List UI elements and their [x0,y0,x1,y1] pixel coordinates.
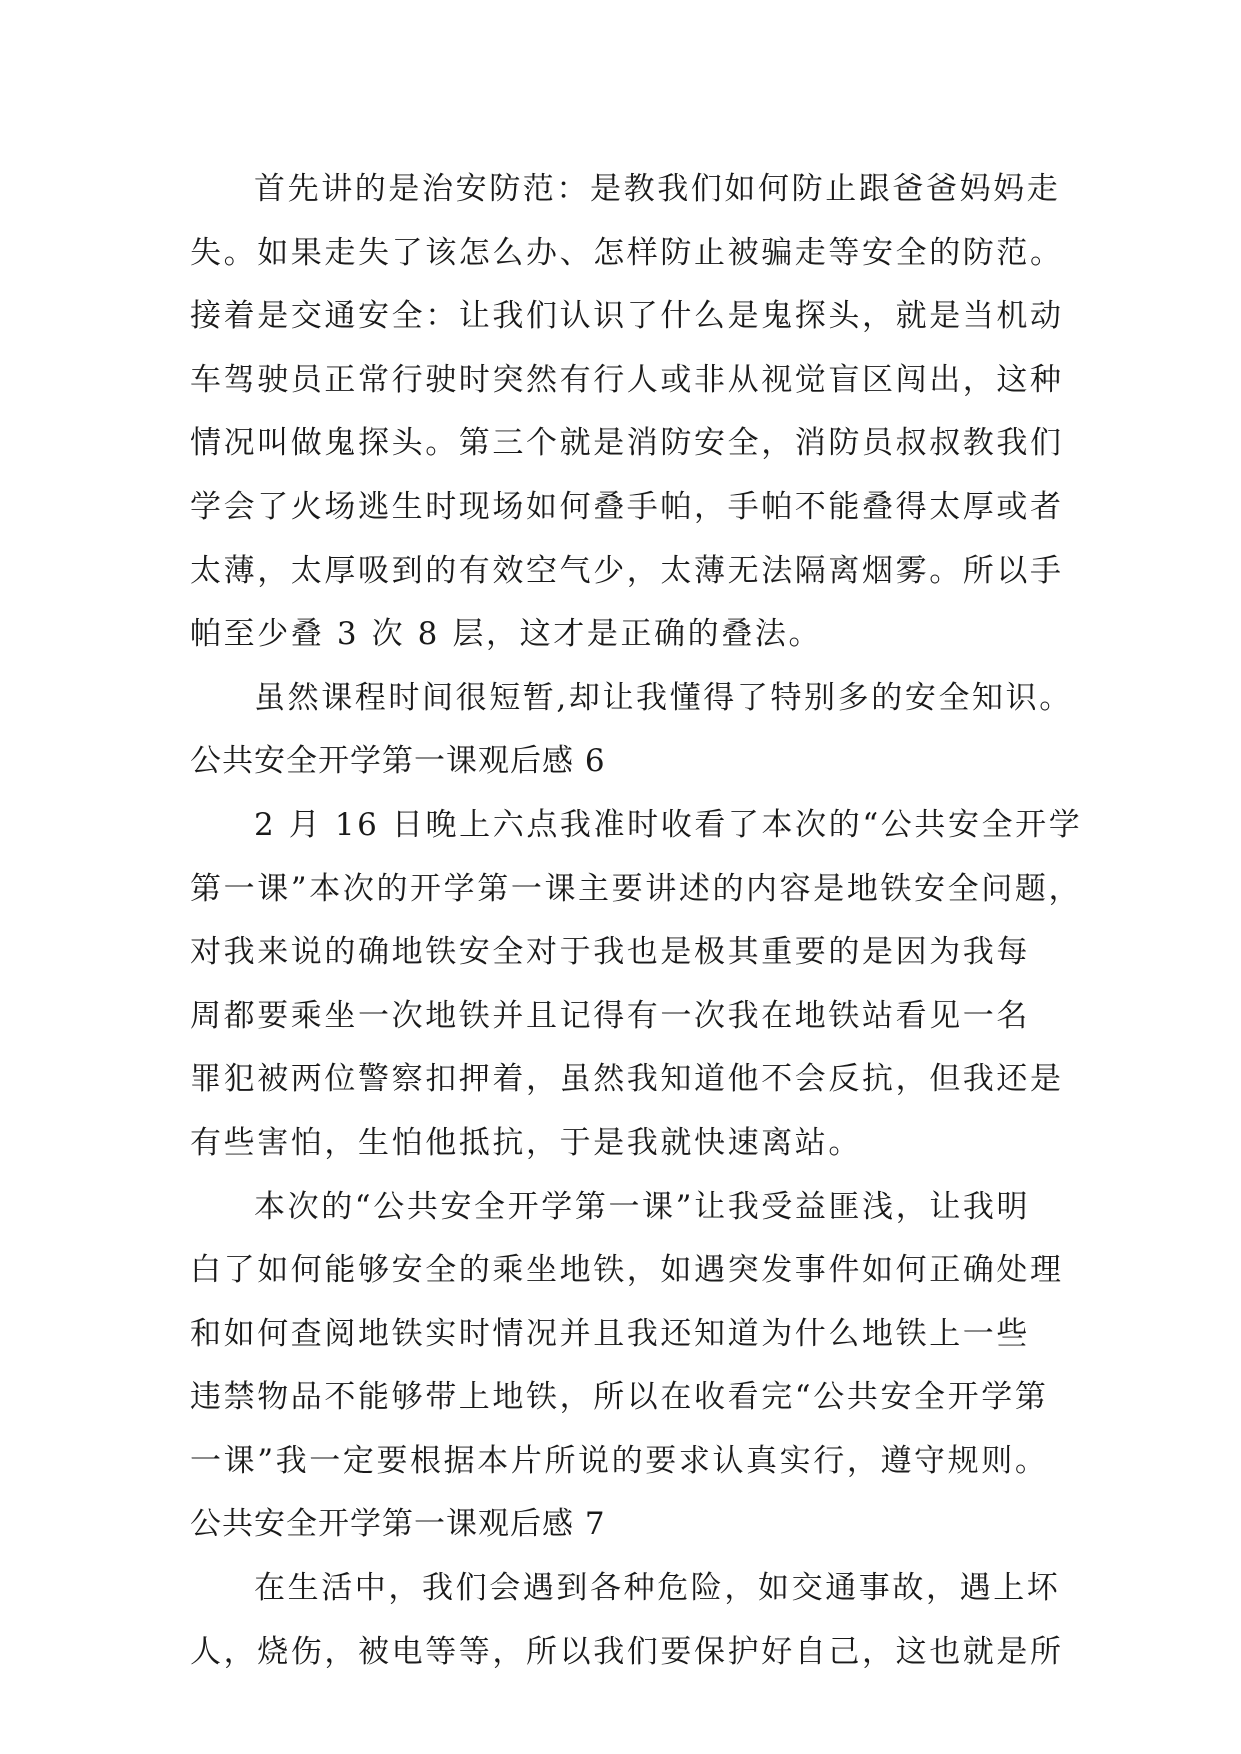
paragraph-line: 有些害怕，生怕他抵抗，于是我就快速离站。 [190,1124,862,1161]
section-title: 公共安全开学第一课观后感 6 [190,743,606,780]
paragraph-line: 失。如果走失了该怎么办、怎样防止被骗走等安全的防范。 [190,234,1064,271]
paragraph-line: 太薄，太厚吸到的有效空气少，太薄无法隔离烟雾。所以手 [190,552,1064,589]
paragraph-line: 虽然课程时间很短暂,却让我懂得了特别多的安全知识。 [254,679,1073,716]
paragraph-line: 一课”我一定要根据本片所说的要求认真实行，遵守规则。 [190,1442,1049,1479]
paragraph-line: 接着是交通安全：让我们认识了什么是鬼探头，就是当机动 [190,298,1064,335]
paragraph-line: 周都要乘坐一次地铁并且记得有一次我在地铁站看见一名 [190,997,1030,1034]
document-page [190,158,1083,1684]
paragraph-line: 对我来说的确地铁安全对于我也是极其重要的是因为我每 [190,934,1030,971]
paragraph-line: 白了如何能够安全的乘坐地铁，如遇突发事件如何正确处理 [190,1252,1064,1289]
paragraph-line: 学会了火场逃生时现场如何叠手帕，手帕不能叠得太厚或者 [190,488,1064,525]
paragraph-line: 本次的“公共安全开学第一课”让我受益匪浅，让我明 [254,1188,1031,1225]
paragraph-line: 人，烧伤，被电等等，所以我们要保护好自己，这也就是所 [190,1633,1064,1670]
paragraph-line: 帕至少叠 3 次 8 层，这才是正确的叠法。 [190,616,823,653]
paragraph-line: 首先讲的是治安防范：是教我们如何防止跟爸爸妈妈走 [254,171,1061,207]
paragraph-line: 2 月 16 日晚上六点我准时收看了本次的“公共安全开学 [254,806,1083,843]
paragraph-line: 罪犯被两位警察扣押着，虽然我知道他不会反抗，但我还是 [190,1061,1064,1098]
paragraph-line: 在生活中，我们会遇到各种危险，如交通事故，遇上坏 [254,1570,1061,1607]
paragraph-line: 违禁物品不能够带上地铁，所以在收看完“公共安全开学第 [190,1379,1049,1416]
paragraph-line: 情况叫做鬼探头。第三个就是消防安全，消防员叔叔教我们 [190,425,1064,462]
paragraph-line: 车驾驶员正常行驶时突然有行人或非从视觉盲区闯出，这种 [190,361,1064,398]
paragraph-line: 第一课”本次的开学第一课主要讲述的内容是地铁安全问题， [190,870,1083,907]
paragraph-line: 和如何查阅地铁实时情况并且我还知道为什么地铁上一些 [190,1315,1030,1352]
section-title: 公共安全开学第一课观后感 7 [190,1506,606,1543]
